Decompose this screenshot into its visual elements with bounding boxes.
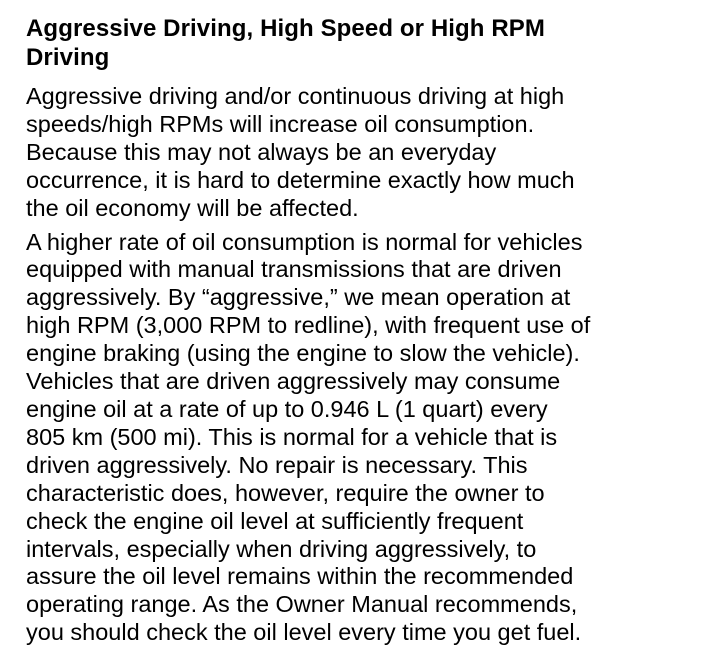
paragraph-line: operating range. As the Owner Manual recommends,: [26, 591, 578, 618]
paragraph-line: high RPM (3,000 RPM to redline), with frequent use of: [26, 312, 591, 339]
paragraph-line: intervals, especially when driving aggressively, to: [26, 535, 537, 562]
paragraph-line: check the engine oil level at sufficiently frequent: [26, 507, 524, 534]
paragraph-line: Vehicles that are driven aggressively may consume: [26, 368, 561, 395]
paragraph-line: engine braking (using the engine to slow the vehicle).: [26, 340, 580, 367]
paragraph-line: the oil economy will be affected.: [26, 194, 359, 221]
paragraph-line: 805 km (500 mi). This is normal for a vehicle that is: [26, 423, 558, 450]
paragraph-line: A higher rate of oil consumption is normal for vehicles: [26, 228, 583, 255]
paragraph-line: Aggressive driving and/or continuous driving at high: [26, 83, 565, 109]
paragraph-line: occurrence, it is hard to determine exactly how much: [26, 166, 575, 193]
heading-line: Driving: [26, 44, 110, 71]
paragraph-line: equipped with manual transmissions that are driven: [26, 256, 562, 283]
heading-line: Aggressive Driving, High Speed or High RPM: [26, 15, 545, 42]
section-heading: [26, 14, 686, 72]
paragraph-line: you should check the oil level every time you get fuel.: [26, 619, 582, 646]
paragraph-line: characteristic does, however, require the owner to: [26, 479, 545, 506]
paragraph-line: driven aggressively. No repair is necessary. This: [26, 451, 528, 478]
paragraph-line: engine oil at a rate of up to 0.946 L (1 quart) every: [26, 395, 548, 422]
paragraph-line: speeds/high RPMs will increase oil consumption.: [26, 110, 535, 137]
paragraph-line: aggressively. By “aggressive,” we mean operation at: [26, 284, 571, 311]
paragraph-manual-transmission: [26, 229, 686, 648]
paragraph-line: assure the oil level remains within the recommended: [26, 563, 574, 590]
document-page: [26, 14, 686, 647]
paragraph-oil-consumption-speed: [26, 83, 686, 223]
paragraph-line: Because this may not always be an everyday: [26, 138, 497, 165]
